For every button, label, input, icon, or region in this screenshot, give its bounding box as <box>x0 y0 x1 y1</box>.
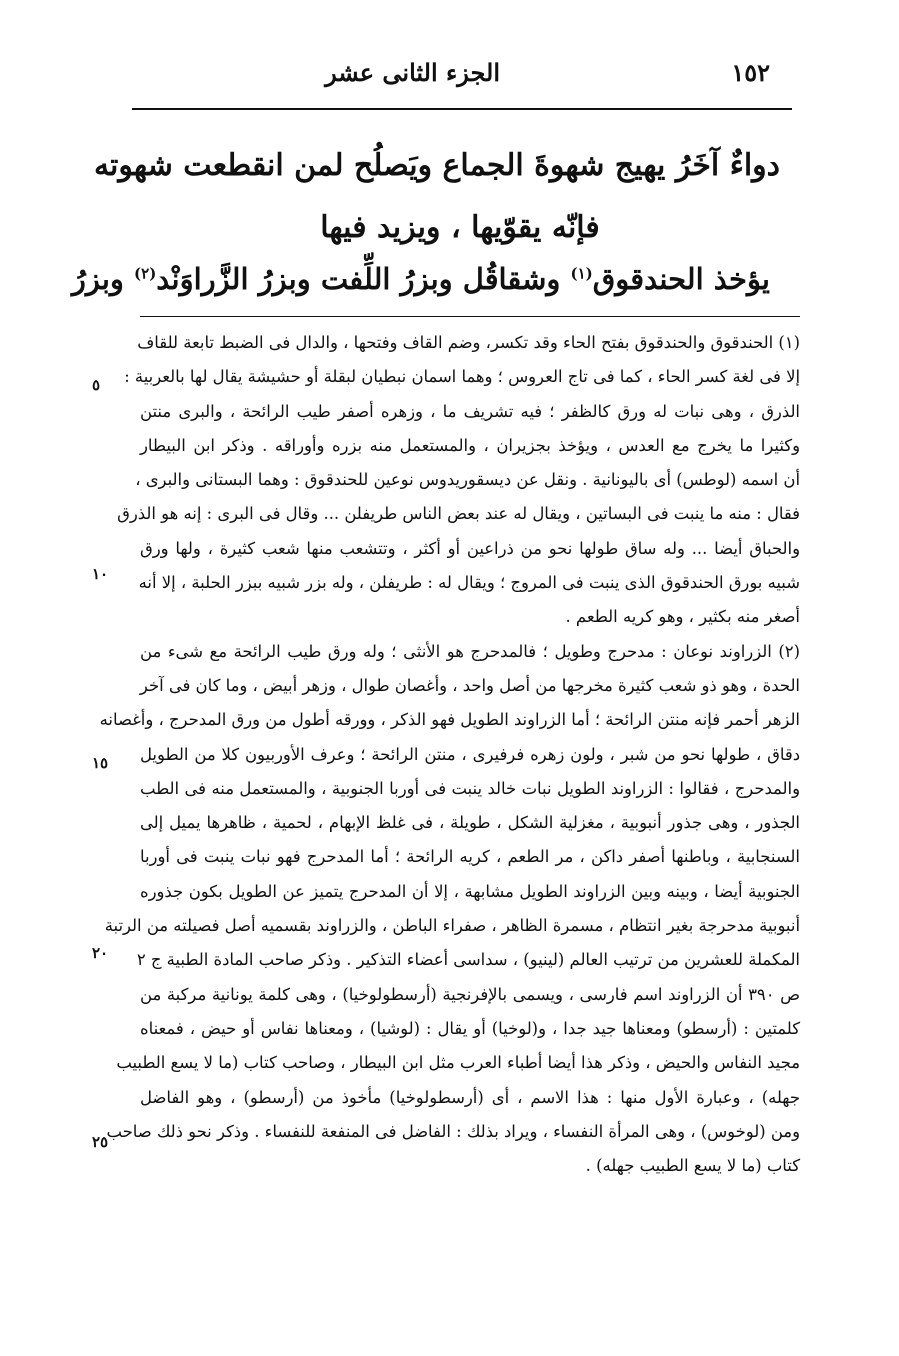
footnote-line: أنبوبية مدحرجة بغير انتظام ، مسمرة الظاهر ، صفراء الباطن ، والزراوند بقسميه أصل فصيلته من الرتبة <box>104 916 800 936</box>
footnote-line: شبيه بورق الحندقوق الذى ينبت فى المروج ؛ ويقال له : طريفلن ، وله بزر شبيه ببزر الحلبة ، إلا أنه <box>138 573 800 593</box>
footnote-line: الزهر أحمر فإنه منتن الرائحة ؛ أما الزراوند الطويل فهو الذكر ، وورقه أطول من ورق المدحرج ، وأغصانه <box>99 710 800 730</box>
footnote-line: كلمتين : (أرسطو) ومعناها جيد جدا ، و(لوخيا) أو يقال : (لوشيا) ، ومعناها نفاس أو حيض ، فمعناه <box>140 1018 800 1038</box>
footnote-line: والحباق أيضا ... وله ساق طولها نحو من ذراعين أو أكثر ، وتتشعب منها شعب كثيرة ، ولها ورق <box>140 538 800 558</box>
footnote-line: كتاب (ما لا يسع الطبيب جهله) . <box>585 1156 800 1176</box>
page-number: ١٥٢ <box>731 58 770 87</box>
footnote-line: أن اسمه (لوطس) أى باليونانية . ونقل عن ديسقوريدوس نوعين للحندقوق : وهما البستانى والبرى ، <box>135 470 800 490</box>
section-title-line-1: دواءٌ آخَرُ يهيج شهوةَ الجماع ويَصلُح لمن انقطعت شهوته <box>93 148 780 183</box>
footnote-line: إلا فى لغة كسر الحاء ، كما فى تاج العروس ؛ وهما اسمان نبطيان لبقلة أو حشيشة يقال لها بالعربية : <box>124 367 800 387</box>
footnote-line: السنجابية ، وباطنها أصفر داكن ، مر الطعم ، كريه الرائحة ؛ أما المدحرج فهو نبات ينبت فى أوربا <box>140 847 800 867</box>
footnote-line: دقاق ، طولها نحو من شبر ، ولون زهره فرفيرى ، منتن الرائحة ؛ وعرف الأوربيون كلا من الطويل <box>140 744 800 764</box>
section-title-line-2: فإنّه يقوّيها ، ويزيد فيها <box>320 210 600 245</box>
footnote-line: فقال : منه ما ينبت فى البساتين ، ويقال له عند بعض الناس طريفلن ... وقال فى البرى : إنه هو الذرق <box>117 504 800 524</box>
title-text-part-c: وبزرُ <box>71 262 124 296</box>
footnote-line: المكملة للعشرين من ترتيب العالم (لينيو) ، سداسى أعضاء التذكير . وذكر صاحب المادة الطبية ج ٢ <box>136 950 800 970</box>
footnote-line: جهله) ، وعبارة الأول منها : هذا الاسم ، أى (أرسطولوخيا) مأخوذ من (أرسطو) ، وهو الفاضل <box>140 1087 800 1107</box>
line-number: ١٥ <box>92 754 109 772</box>
running-header <box>150 58 770 102</box>
line-number: ٢٠ <box>92 944 109 962</box>
line-number: ٥ <box>92 376 101 394</box>
footnote-line: ص ٣٩٠ أن الزراوند اسم فارسى ، ويسمى بالإفرنجية (أرسطولوخيا) ، وهى كلمة يونانية مركبة من <box>140 984 801 1004</box>
header-rule <box>132 108 792 110</box>
footnote-line: الجنوبية أيضا ، وبينه وبين الزراوند الطويل مشابهة ، إلا أن المدحرج يتميز عن الطويل بكون جذوره <box>140 881 800 901</box>
footnote-line: الحدة ، وهو ذو شعب كثيرة مخرجها من أصل واحد ، وأغصان طوال ، وزهر أبيض ، وما كان فى آخر <box>139 675 800 695</box>
footnote-line: والمدحرج ، فقالوا : الزراوند الطويل نبات خالد ينبت فى أوربا الجنوبية ، والمستعمل منه فى الطب <box>140 778 800 798</box>
footnote-line: (١) الحندقوق والحندقوق بفتح الحاء وقد تكسر، وضم القاف وفتحها ، والدال فى الضبط تابعة للقاف <box>137 333 800 352</box>
footnote-line: مجيد النفاس والحيض ، وذكر هذا أيضا أطباء العرب مثل ابن البيطار ، وصاحب كتاب (ما لا يسع الطبيب <box>116 1053 800 1073</box>
title-text-part-a: يؤخذ الحندقوق <box>592 262 770 296</box>
footnote-line: (٢) الزراوند نوعان : مدحرج وطويل ؛ فالمدحرج هو الأنثى ؛ وله ورق طيب الرائحة مع شىء من <box>140 641 800 661</box>
line-number: ٢٥ <box>92 1133 109 1151</box>
footnote-line: أصغر منه بكثير ، وهو كريه الطعم . <box>565 607 800 627</box>
footnote-mark-1: (١) <box>570 264 593 283</box>
title-text-part-b: وشقاقُل وبزرُ اللِّفت وبزرُ الزَّراوَنْد <box>156 262 561 296</box>
footnote-line: وكثيرا ما يخرج مع العدس ، ويؤخذ بجزيران ، والمستعمل منه بزره وأوراقه . وذكر ابن البيطار <box>140 435 800 455</box>
footnote-line: ومن (لوخوس) ، وهى المرأة النفساء ، ويراد بذلك : الفاضل فى المنفعة للنفساء . وذكر نحو ذلك صاحب <box>106 1121 800 1141</box>
line-number: ١٠ <box>92 565 109 583</box>
section-text-line-3 <box>71 262 770 296</box>
footnote-line: الجذور ، وهى جذور أنبوبية ، مغزلية الشكل ، طويلة ، فى غلظ الإبهام ، لحمية ، ظاهرها يميل إلى <box>140 813 800 833</box>
footnote-mark-2: (٢) <box>134 264 157 283</box>
footnote-line: الذرق ، وهى نبات له ورق كالظفر ؛ فيه تشريف ما ، وزهره أصفر طيب الرائحة ، والبرى منتن <box>140 401 800 421</box>
part-title: الجزء الثانى عشر <box>325 58 500 87</box>
footnote-separator <box>140 316 800 317</box>
